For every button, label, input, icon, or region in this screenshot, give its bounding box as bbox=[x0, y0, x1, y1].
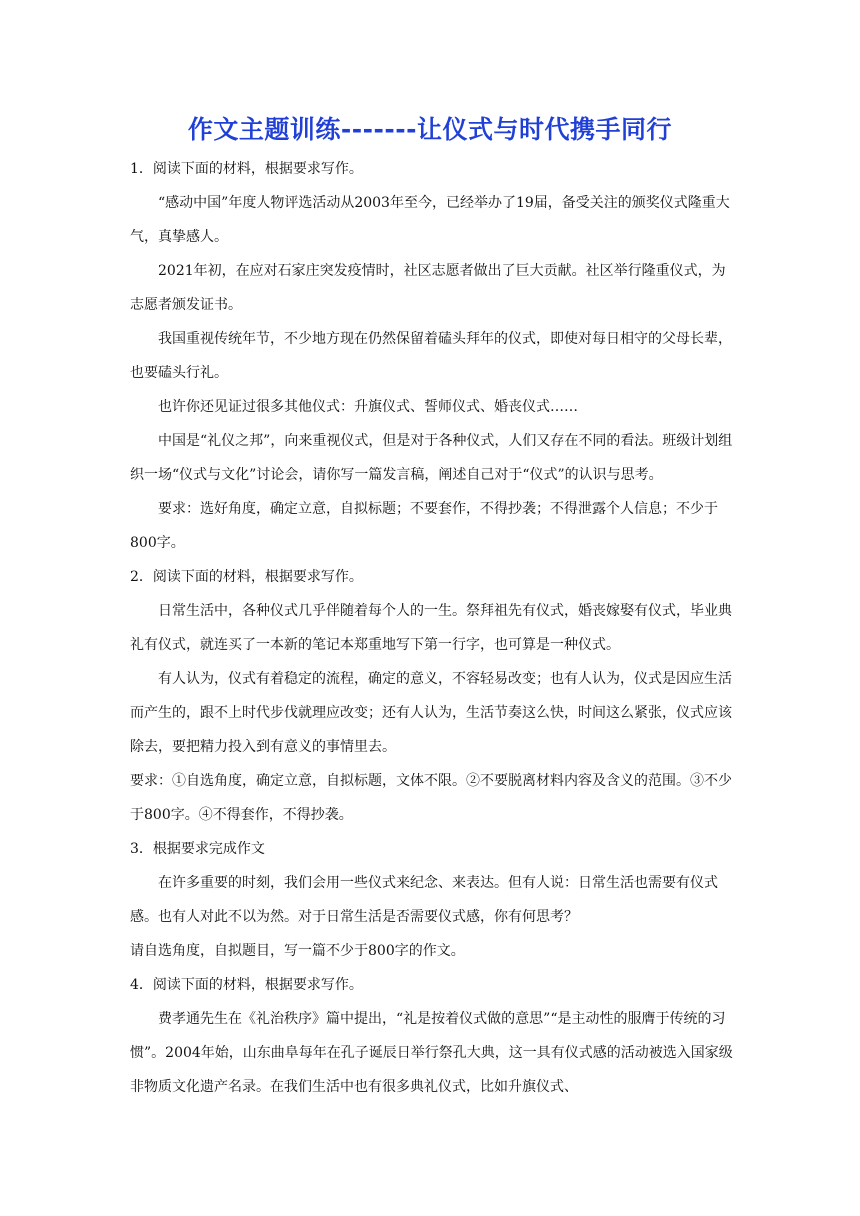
question-1-paragraph: 中国是“礼仪之邦”，向来重视仪式，但是对于各种仪式，人们又存在不同的看法。班级计划组织一场“仪式与文化”讨论会，请你写一篇发言稿，阐述自己对于“仪式”的认识与思考。 bbox=[130, 433, 733, 483]
question-1-paragraph: “感动中国”年度人物评选活动从2003年至今，已经举办了19届，备受关注的颁奖仪式隆重大气，真挚感人。 bbox=[130, 195, 730, 245]
question-1-requirement: 要求：选好角度，确定立意，自拟标题；不要套作，不得抄袭；不得泄露个人信息；不少于800字。 bbox=[130, 501, 718, 551]
question-1-heading: 1．阅读下面的材料，根据要求写作。 bbox=[130, 161, 363, 177]
question-2-requirement: 要求：①自选角度，确定立意，自拟标题，文体不限。②不要脱离材料内容及含义的范围。③不少于800字。④不得套作，不得抄袭。 bbox=[130, 773, 732, 823]
question-3-heading: 3．根据要求完成作文 bbox=[130, 841, 265, 857]
question-1-paragraph: 也许你还见证过很多其他仪式：升旗仪式、誓师仪式、婚丧仪式…… bbox=[158, 399, 578, 415]
question-1-paragraph: 2021年初，在应对石家庄突发疫情时，社区志愿者做出了巨大贡献。社区举行隆重仪式，为志愿者颁发证书。 bbox=[130, 263, 726, 313]
question-1-paragraph: 我国重视传统年节，不少地方现在仍然保留着磕头拜年的仪式，即使对每日相守的父母长辈，也要磕头行礼。 bbox=[130, 331, 732, 381]
question-4-paragraph: 费孝通先生在《礼治秩序》篇中提出，“礼是按着仪式做的意思”“是主动性的服膺于传统的习惯”。2004年始，山东曲阜每年在孔子诞辰日举行祭孔大典，这一具有仪式感的活动被选入国家级非物质文化遗产名录。在我们生活中也有很多典礼仪式，比如升旗仪式、 bbox=[130, 1011, 733, 1095]
document-body bbox=[130, 152, 734, 1104]
question-2-paragraph: 有人认为，仪式有着稳定的流程，确定的意义，不容轻易改变；也有人认为，仪式是因应生活而产生的，跟不上时代步伐就理应改变；还有人认为，生活节奏这么快，时间这么紧张，仪式应该除去，要把精力投入到有意义的事情里去。 bbox=[130, 671, 732, 755]
question-4-heading: 4．阅读下面的材料，根据要求写作。 bbox=[130, 977, 363, 993]
document-title: 作文主题训练-------让仪式与时代携手同行 bbox=[187, 115, 673, 144]
question-2-paragraph: 日常生活中，各种仪式几乎伴随着每个人的一生。祭拜祖先有仪式，婚丧嫁娶有仪式，毕业典礼有仪式，就连买了一本新的笔记本郑重地写下第一行字，也可算是一种仪式。 bbox=[130, 603, 732, 653]
question-3-paragraph: 在许多重要的时刻，我们会用一些仪式来纪念、来表达。但有人说：日常生活也需要有仪式感。也有人对此不以为然。对于日常生活是否需要仪式感，你有何思考？ bbox=[130, 875, 718, 925]
question-3-requirement: 请自选角度，自拟题目，写一篇不少于800字的作文。 bbox=[130, 943, 465, 959]
question-2-heading: 2．阅读下面的材料，根据要求写作。 bbox=[130, 569, 363, 585]
